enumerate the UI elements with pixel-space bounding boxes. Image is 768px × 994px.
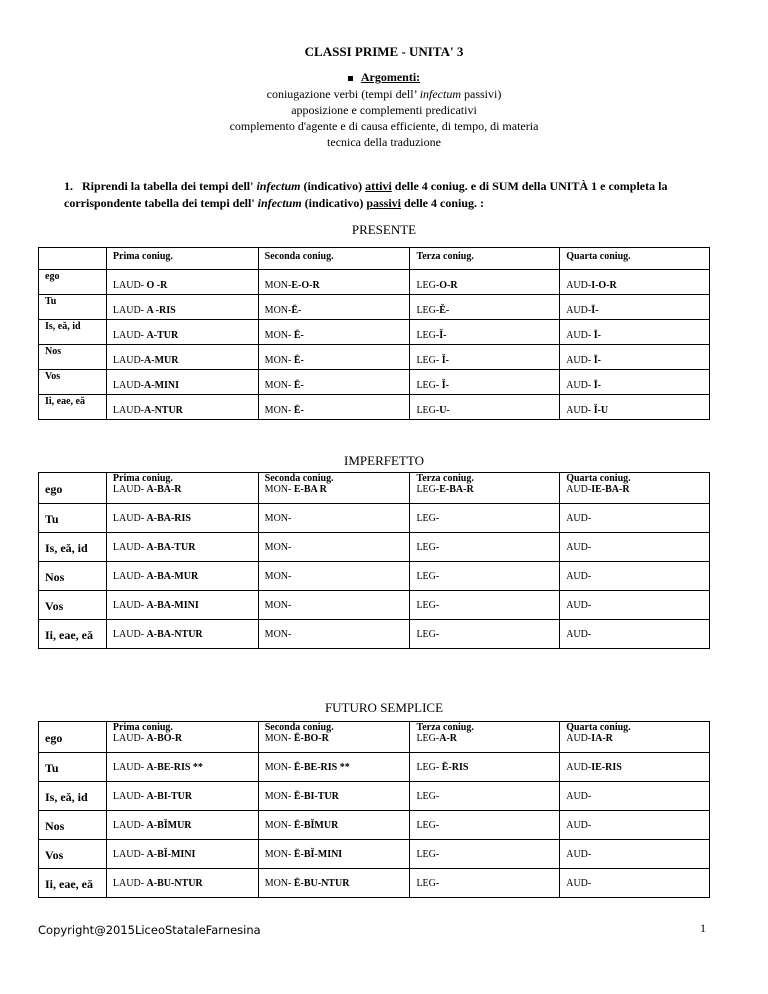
pronoun-cell: Ii, eae, eă <box>39 620 107 649</box>
conjugation-cell: MON- Ē- <box>258 345 410 370</box>
conjugation-cell: MON- Ē-BE-RIS ** <box>258 753 410 782</box>
conjugation-cell: LAUD- A-BA-NTUR <box>106 620 258 649</box>
conjugation-cell: MON- Ē-BI-TUR <box>258 782 410 811</box>
page-number: 1 <box>700 921 706 935</box>
conjugation-cell: AUD- <box>560 504 710 533</box>
conjugation-cell: AUD- <box>560 782 710 811</box>
pronoun-cell: Nos <box>39 345 107 370</box>
conjugation-cell: LEG- Ē-RIS <box>410 753 560 782</box>
conjugation-cell: LAUD- A-TUR <box>106 320 258 345</box>
argomenti-label: Argomenti: <box>360 70 421 84</box>
conjugation-cell: AUD- Ĭ-U <box>560 395 710 420</box>
pronoun-cell: Is, eă, id <box>39 782 107 811</box>
pronoun-cell: ego <box>39 270 107 295</box>
conjugation-cell: AUD- <box>560 840 710 869</box>
table-row <box>39 562 710 591</box>
conjugation-cell: Quarta coniug. AUD-IE-BA-R <box>560 473 710 504</box>
table-row <box>39 295 710 320</box>
table-row <box>39 591 710 620</box>
table-row <box>39 345 710 370</box>
argomento-3: complemento d'agente e di causa efficiente, di tempo, di materia <box>229 119 539 133</box>
conjugation-cell: LAUD- A-BĬMUR <box>106 811 258 840</box>
conjugation-cell: LEG- <box>410 620 560 649</box>
section-title-presente: PRESENTE <box>351 222 417 237</box>
table-row <box>39 270 710 295</box>
conjugation-cell: LEG- <box>410 782 560 811</box>
pronoun-cell: ego <box>39 473 107 504</box>
table-row <box>39 473 710 504</box>
table-row <box>39 782 710 811</box>
table-row <box>39 840 710 869</box>
conjugation-cell: LEG- <box>410 869 560 898</box>
conjugation-cell: LEG- Ĭ- <box>410 345 560 370</box>
conjugation-cell: LAUD- A -RIS <box>106 295 258 320</box>
conjugation-cell: LEG- <box>410 811 560 840</box>
argomento-2: apposizione e complementi predicativi <box>291 103 477 117</box>
argomento-1: coniugazione verbi (tempi dell’ infectum passivi) <box>266 87 502 101</box>
conjugation-cell: Seconda coniug. MON- Ē-BO-R <box>258 722 410 753</box>
conjugation-cell: AUD-I-O-R <box>560 270 710 295</box>
header-prima: Prima coniug. <box>106 248 258 270</box>
conjugation-cell: LEG- <box>410 840 560 869</box>
pronoun-cell: Ii, eae, eă <box>39 395 107 420</box>
pronoun-cell: Tu <box>39 753 107 782</box>
pronoun-cell: Ii, eae, eă <box>39 869 107 898</box>
conjugation-cell: LAUD- A-BU-NTUR <box>106 869 258 898</box>
conjugation-cell: LAUD- A-BA-TUR <box>106 533 258 562</box>
table-row <box>39 620 710 649</box>
conjugation-cell: MON- Ē-BĬMUR <box>258 811 410 840</box>
conjugation-cell: LEG- <box>410 591 560 620</box>
table-row <box>39 811 710 840</box>
conjugation-cell: LAUD- A-BA-RIS <box>106 504 258 533</box>
conjugation-cell: LEG-Ĕ- <box>410 295 560 320</box>
conjugation-cell: AUD- <box>560 591 710 620</box>
conjugation-cell: Prima coniug. LAUD- A-BA-R <box>106 473 258 504</box>
conjugation-cell: MON- Ē- <box>258 320 410 345</box>
conjugation-cell: LAUD-A-MINI <box>106 370 258 395</box>
conjugation-cell: LAUD- A-BA-MINI <box>106 591 258 620</box>
header-seconda: Seconda coniug. <box>258 248 410 270</box>
conjugation-cell: LAUD- A-BI-TUR <box>106 782 258 811</box>
conjugation-cell: Seconda coniug. MON- E-BA R <box>258 473 410 504</box>
conjugation-cell: Quarta coniug. AUD-IA-R <box>560 722 710 753</box>
pronoun-cell: Is, eă, id <box>39 320 107 345</box>
conjugation-cell: LAUD- A-BA-MUR <box>106 562 258 591</box>
pronoun-cell: Nos <box>39 811 107 840</box>
section-title-futuro: FUTURO SEMPLICE <box>324 700 444 715</box>
conjugation-cell: AUD- <box>560 869 710 898</box>
pronoun-cell: Vos <box>39 370 107 395</box>
conjugation-cell: AUD- <box>560 620 710 649</box>
conjugation-cell: LEG- Ĭ- <box>410 370 560 395</box>
conjugation-cell: Terza coniug. LEG-E-BA-R <box>410 473 560 504</box>
footer-copyright: Copyright@2015LiceoStataleFarnesina <box>38 923 261 937</box>
conjugation-cell: MON- <box>258 620 410 649</box>
conjugation-cell: MON- <box>258 562 410 591</box>
argomento-4: tecnica della traduzione <box>327 135 441 149</box>
conjugation-cell: LEG- <box>410 533 560 562</box>
bullet-square-icon <box>348 76 353 81</box>
conjugation-cell: LEG-U- <box>410 395 560 420</box>
conjugation-cell: AUD- Ī- <box>560 370 710 395</box>
conjugation-cell: LAUD- A-BE-RIS ** <box>106 753 258 782</box>
conjugation-cell: AUD- Ī- <box>560 320 710 345</box>
table-header-row <box>39 248 710 270</box>
conjugation-cell: LEG-Ĭ- <box>410 320 560 345</box>
conjugation-cell: LAUD- O -R <box>106 270 258 295</box>
table-row <box>39 320 710 345</box>
table-imperfetto <box>38 472 710 649</box>
conjugation-cell: LEG- <box>410 562 560 591</box>
pronoun-cell: Is, eă, id <box>39 533 107 562</box>
header-terza: Terza coniug. <box>410 248 560 270</box>
conjugation-cell: AUD- <box>560 533 710 562</box>
conjugation-cell: LEG- <box>410 504 560 533</box>
table-row <box>39 753 710 782</box>
conjugation-cell: AUD-IE-RIS <box>560 753 710 782</box>
argomenti-heading <box>0 70 768 85</box>
conjugation-cell: AUD-Ī- <box>560 295 710 320</box>
table-row <box>39 533 710 562</box>
pronoun-cell: Tu <box>39 295 107 320</box>
conjugation-cell: LAUD-A-MUR <box>106 345 258 370</box>
conjugation-cell: LEG-O-R <box>410 270 560 295</box>
table-row <box>39 395 710 420</box>
page-title: CLASSI PRIME - UNITA' 3 <box>304 44 464 59</box>
conjugation-cell: MON- Ē- <box>258 370 410 395</box>
table-row <box>39 370 710 395</box>
pronoun-cell: Tu <box>39 504 107 533</box>
conjugation-cell: MON-Ē- <box>258 295 410 320</box>
table-row <box>39 869 710 898</box>
pronoun-cell: Nos <box>39 562 107 591</box>
table-presente <box>38 247 710 420</box>
conjugation-cell: AUD- <box>560 811 710 840</box>
conjugation-cell: MON- Ē- <box>258 395 410 420</box>
conjugation-cell: MON- <box>258 504 410 533</box>
conjugation-cell: MON- <box>258 591 410 620</box>
conjugation-cell: MON- <box>258 533 410 562</box>
table-row <box>39 504 710 533</box>
pronoun-cell: Vos <box>39 591 107 620</box>
pronoun-cell: ego <box>39 722 107 753</box>
conjugation-cell: AUD- <box>560 562 710 591</box>
exercise-instruction: 1. Riprendi la tabella dei tempi dell' infectum (indicativo) attivi delle 4 coniug. e di SUM della UNITÀ 1 e completa la corrispondente tabella dei tempi dell' infectum (indicativo) passivi delle 4 coniug. : <box>64 179 668 210</box>
conjugation-cell: MON-E-O-R <box>258 270 410 295</box>
conjugation-cell: Prima coniug. LAUD- A-BO-R <box>106 722 258 753</box>
pronoun-cell: Vos <box>39 840 107 869</box>
conjugation-cell: Terza coniug. LEG-A-R <box>410 722 560 753</box>
conjugation-cell: MON- Ē-BĬ-MINI <box>258 840 410 869</box>
table-row <box>39 722 710 753</box>
section-title-imperfetto: IMPERFETTO <box>344 453 424 468</box>
conjugation-cell: LAUD-A-NTUR <box>106 395 258 420</box>
table-futuro <box>38 721 710 898</box>
conjugation-cell: AUD- Ī- <box>560 345 710 370</box>
conjugation-cell: MON- Ē-BU-NTUR <box>258 869 410 898</box>
header-quarta: Quarta coniug. <box>560 248 710 270</box>
conjugation-cell: LAUD- A-BĬ-MINI <box>106 840 258 869</box>
